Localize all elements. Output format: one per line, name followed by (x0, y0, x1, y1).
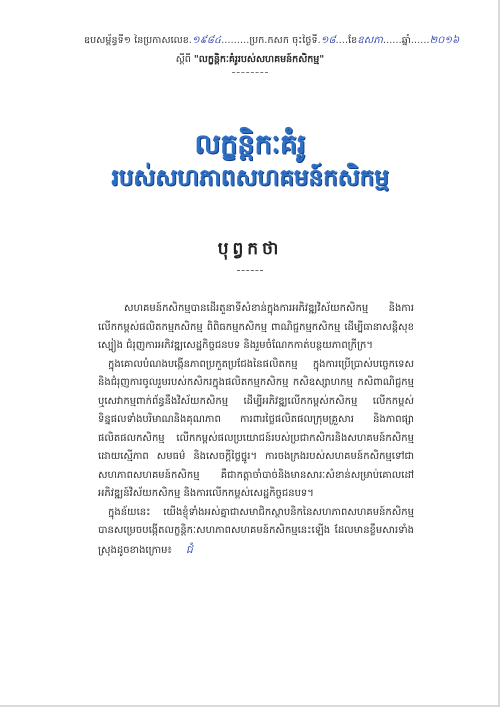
preface-heading: បុព្វកថា (217, 239, 283, 259)
subject-line (0, 53, 500, 67)
paragraph-text: ក្នុងន័យនេះ យើងខ្ញុំទាំងអស់គ្នាជាសមាជិកស្ថាបនិកនៃសហភាពសហគមន៍កសិកម្ម បានសម្រេចបង្កើតលក្ខន្តិកៈសហភាពសហគមន៍កសិកម្មនេះឡើង ដែលមានខ្លឹមសារទាំងស្រុងដូចខាងក្រោម៖ (98, 506, 414, 556)
ref-month: ឧសភា (357, 35, 383, 46)
document-subtitle: របស់សហភាពសហគមន៍កសិកម្ម (111, 164, 389, 191)
ref-prefix: ឧបសម្ព័ន្ធទី១ នៃប្រកាសលេខ (84, 35, 189, 46)
ref-dots: . (317, 35, 321, 46)
paragraph (98, 504, 414, 561)
paragraph: ក្នុងគោលបំណងបង្កើនភាពប្រកួតប្រជែងនៃផលិតកម្ម ក្នុងការប្រើប្រាស់បច្ចេកទេស និងជំរុញការចូលរួមរបស់កសិករក្នុងផលិតកម្មកសិកម្ម កសិឧស្សាហកម្ម កសិពាណិជ្ជកម្ម ឬសេវាកម្មពាក់ព័ន្ធនឹងវិស័យកសិកម្ម ដើម្បីអភិវឌ្ឍលើកកម្ពស់កសិកម្ម លើកកម្ពស់ទិន្នផលទាំងបរិមាណនិងគុណភាព ការពារថ្លៃផលិតផលក្រុមគ្រួសារ និងភាពផ្សាផលិតផលកសិកម្ម លើកកម្ពស់ផលប្រយោជន៍របស់ប្រជាកសិករនិងសហគមន៍កសិកម្មដោយស្មើភាព សមធម៌ និងសេចក្តីថ្លៃថ្នូរ។ ការចងក្រងរបស់សហគមន៍កសិកម្មទៅជាសហភាពសហគមន៍កសិកម្ម គឺជាកត្តាចាំបាច់និងមានសារៈសំខាន់សម្រាប់គោលដៅអភិវឌ្ឍន៍វិស័យកសិកម្ម និងការលើកកម្ពស់សេដ្ឋកិច្ចជនបទ។ (98, 358, 414, 499)
document-title: លក្ខន្តិកៈគំរូ (194, 129, 306, 160)
ref-dots: .... (335, 35, 349, 46)
reference-line (84, 33, 460, 48)
ref-month-label: ខែ (348, 35, 358, 46)
ref-dots: ......... (221, 35, 250, 46)
ref-dots: ...... (410, 35, 430, 46)
ref-middle: ប្រក.កសក ចុះថ្ងៃទី (249, 35, 318, 46)
ref-year: ២០១៦ (429, 35, 460, 46)
subject-label: ស្ដីពី (175, 54, 191, 65)
ref-dots: ...... (382, 35, 402, 46)
ref-dots: . (188, 35, 193, 46)
subject-text: "លក្ខន្តិកៈគំរូរបស់សហគមន៍កសិកម្ម" (193, 54, 325, 65)
divider (237, 270, 263, 271)
ref-number: ១៩៨៤ (192, 35, 222, 46)
preface-body (98, 300, 414, 560)
ref-year-label: ឆ្នាំ (401, 35, 411, 46)
paragraph: សហគមន៍កសិកម្មបានដើរតួនាទីសំខាន់ក្នុងការអភិវឌ្ឍវិស័យកសិកម្ម និងការលើកកម្ពស់ផលិតកម្មកសិកម្ម ពិពិធកម្មកសិកម្ម ពាណិជ្ជកម្មកសិកម្ម ដើម្បីធានាសន្តិសុខស្បៀង ជំរុញការអភិវឌ្ឍសេដ្ឋកិច្ចជនបទ និងរួមចំណែកកាត់បន្ថយភាពក្រីក្រ។ (98, 303, 414, 351)
handwritten-initial: ជំ (185, 542, 193, 556)
divider (232, 72, 268, 73)
ref-day: ១៨ (320, 35, 336, 46)
